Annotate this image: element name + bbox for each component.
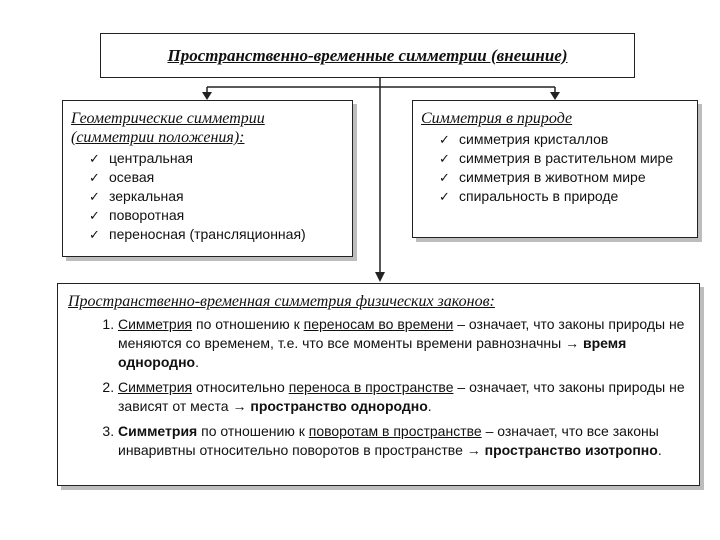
checkmark-icon: ✓ [89,189,100,204]
checkmark-icon: ✓ [439,132,450,147]
geometric-list [71,149,344,244]
list-item: ✓ поворотная [89,207,185,223]
nature-symmetry-box [412,100,698,238]
law-relation: по отношению к [201,423,305,439]
geometric-heading-line2: (симметрии положения): [71,129,245,146]
list-item: ✓ симметрия в животном мире [439,169,646,185]
list-item: ✓ зеркальная [89,188,184,204]
law-item [118,422,689,460]
law-relation: по отношению к [196,316,300,332]
checkmark-icon: ✓ [89,170,100,185]
law-item [118,378,689,416]
law-description: – означает, что законы природы не меняются со временем, т.е. что все моменты времени равнозначны [118,316,685,351]
law-relation: относительно [196,379,285,395]
checkmark-icon: ✓ [89,208,100,223]
list-item: ✓ переносная (трансляционная) [89,226,306,242]
geometric-heading-line1: Геометрические симметрии [71,110,265,127]
geometric-symmetry-box [62,100,353,257]
arrow-right-icon: → [565,335,580,351]
checkmark-icon: ✓ [439,151,450,166]
laws-list [68,315,689,460]
nature-heading: Симметрия в природе [421,110,573,127]
list-item: ✓ центральная [89,150,193,166]
list-item: ✓ осевая [89,169,155,185]
checkmark-icon: ✓ [89,151,100,166]
checkmark-icon: ✓ [439,189,450,204]
law-end: . [657,442,662,458]
arrow-right-icon: → [232,398,247,414]
list-item: ✓ симметрия кристаллов [439,131,609,147]
checkmark-icon: ✓ [89,227,100,242]
arrow-down-icon [202,92,212,100]
law-term: Симметрия [118,379,193,395]
law-description: – означает, что все законы инваривтны относительно поворотов в пространстве [118,423,659,458]
arrow-down-icon [550,92,560,100]
law-description: – означает, что законы природы не зависят от места [118,379,685,414]
law-conclusion: пространство изотропно [484,442,658,458]
nature-list [421,130,689,206]
law-conclusion: время однородно [118,335,627,370]
law-term: Симметрия [118,423,198,439]
diagram-title: Пространственно-временные симметрии (внешние) [167,45,568,65]
title-box [100,33,635,78]
law-term: Симметрия [118,316,193,332]
law-object: поворотам в пространстве [308,423,482,439]
list-item: ✓ симметрия в растительном мире [439,150,674,166]
law-conclusion: пространство однородно [250,398,428,414]
list-item: ✓ спиральность в природе [439,188,619,204]
arrow-down-icon [375,272,385,282]
law-end: . [427,398,432,414]
law-object: переносам во времени [303,316,454,332]
physical-laws-box [57,283,700,486]
laws-heading: Пространственно-временная симметрия физических законов: [68,293,495,310]
law-object: переноса в пространстве [288,379,454,395]
law-end: . [195,354,199,370]
arrow-right-icon: → [466,442,481,458]
law-item [118,315,689,372]
checkmark-icon: ✓ [439,170,450,185]
